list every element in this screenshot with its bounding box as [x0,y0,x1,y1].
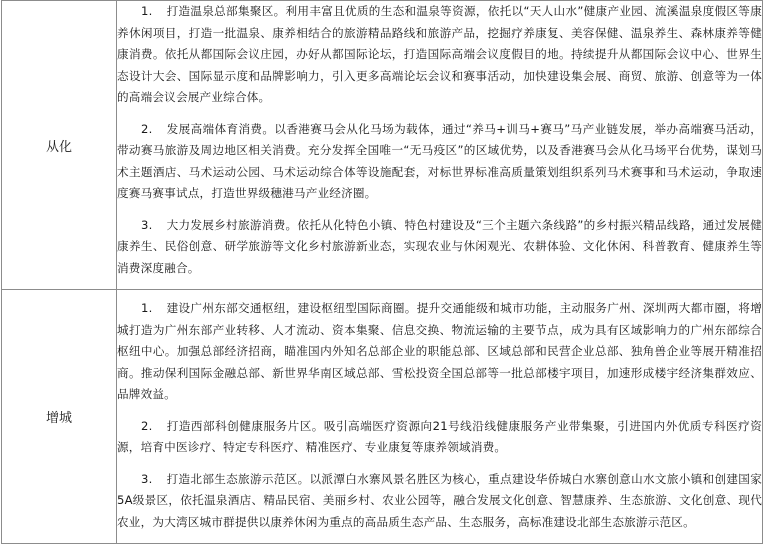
item-number: 1. [141,301,153,315]
list-item [117,298,762,406]
list-item [117,215,762,280]
item-text: 发展高端体育消费。以香港赛马会从化马场为载体，通过“养马+训马+赛马”马产业链发展，举办高端赛马活动，带动赛马旅游及周边地区相关消费。充分发挥全国唯一“无马疫区”的区域优势，以及香港赛马会从化马场平台优势，谋划马术主题酒店、马术运动公园、马术运动综合体等设施配套，对标世界标准高质量策划组织系列马术赛事和马术运动，争取速度赛马赛事试点，打造世界级穗港马产业经济圈。 [117,121,762,200]
item-text: 打造温泉总部集聚区。利用丰富且优质的生态和温泉等资源，依托以“天人山水”健康产业园、流溪温泉度假区等康养休闲项目，打造一批温泉、康养相结合的旅游精品路线和旅游产品，挖掘疗养康复、美容保健、温泉养生、森林康养等健康消费。依托从都国际会议庄园，办好从都国际论坛，打造国际高端会议度假目的地。持续提升从都国际会议中心、世界生态设计大会、国际显示度和品牌影响力，引入更多高端论坛会议和赛事活动，加快建设集会展、商贸、旅游、创意等为一体的高端会议会展产业综合体。 [117,4,762,104]
item-number: 3. [141,471,153,486]
item-number: 2. [141,418,153,433]
item-number: 2. [141,121,153,136]
item-text: 打造北部生态旅游示范区。以派潭白水寨风景名胜区为核心，重点建设华侨城白水寨创意山水文旅小镇和创建国家5A级景区，依托温泉酒店、精品民宿、美丽乡村、农业公园等，融合发展文化创意、智慧康养、生态旅游、文化创意、现代农业，为大湾区城市群提供以康养休闲为重点的高品质生态产品、生态服务，高标准建设北部生态旅游示范区。 [117,471,762,529]
region-cell: 增城 [2,290,117,544]
list-item [117,469,762,534]
item-number: 3. [141,217,153,232]
list-item [117,416,762,459]
item-text: 建设广州东部交通枢纽，建设枢纽型国际商圈。提升交通能级和城市功能，主动服务广州、深圳两大都市圈，将增城打造为广州东部产业转移、人才流动、资本集聚、信息交换、物流运输的主要节点，成为具有区域影响力的广州东部综合枢纽中心。加强总部经济招商，瞄准国内外知名总部企业的职能总部、区域总部和民营企业总部、独角兽企业等展开精准招商。推动保利国际金融总部、新世界华南区域总部、雪松投资全国总部等一批总部楼宇项目，加速形成楼宇经济集群效应、品牌效益。 [117,301,762,401]
content-cell [117,290,763,544]
item-text: 大力发展乡村旅游消费。依托从化特色小镇、特色村建设及“三个主题六条线路”的乡村振兴精品线路，通过发展健康养生、民俗创意、研学旅游等文化乡村旅游新业态，实现农业与休闲观光、农耕体验、文化休闲、科普教育、健康养生等消费深度融合。 [117,217,762,275]
region-cell: 从化 [2,1,117,290]
list-item [117,1,762,109]
list-item [117,119,762,205]
table-row [2,290,763,544]
item-text: 打造西部科创健康服务片区。吸引高端医疗资源向21号线沿线健康服务产业带集聚，引进国内外优质专科医疗资源，培育中医诊疗、特定专科医疗、精准医疗、专业康复等康养领域消费。 [117,418,762,454]
table-row [2,1,763,290]
policy-table [1,0,763,544]
item-number: 1. [141,4,153,18]
content-cell [117,1,763,290]
